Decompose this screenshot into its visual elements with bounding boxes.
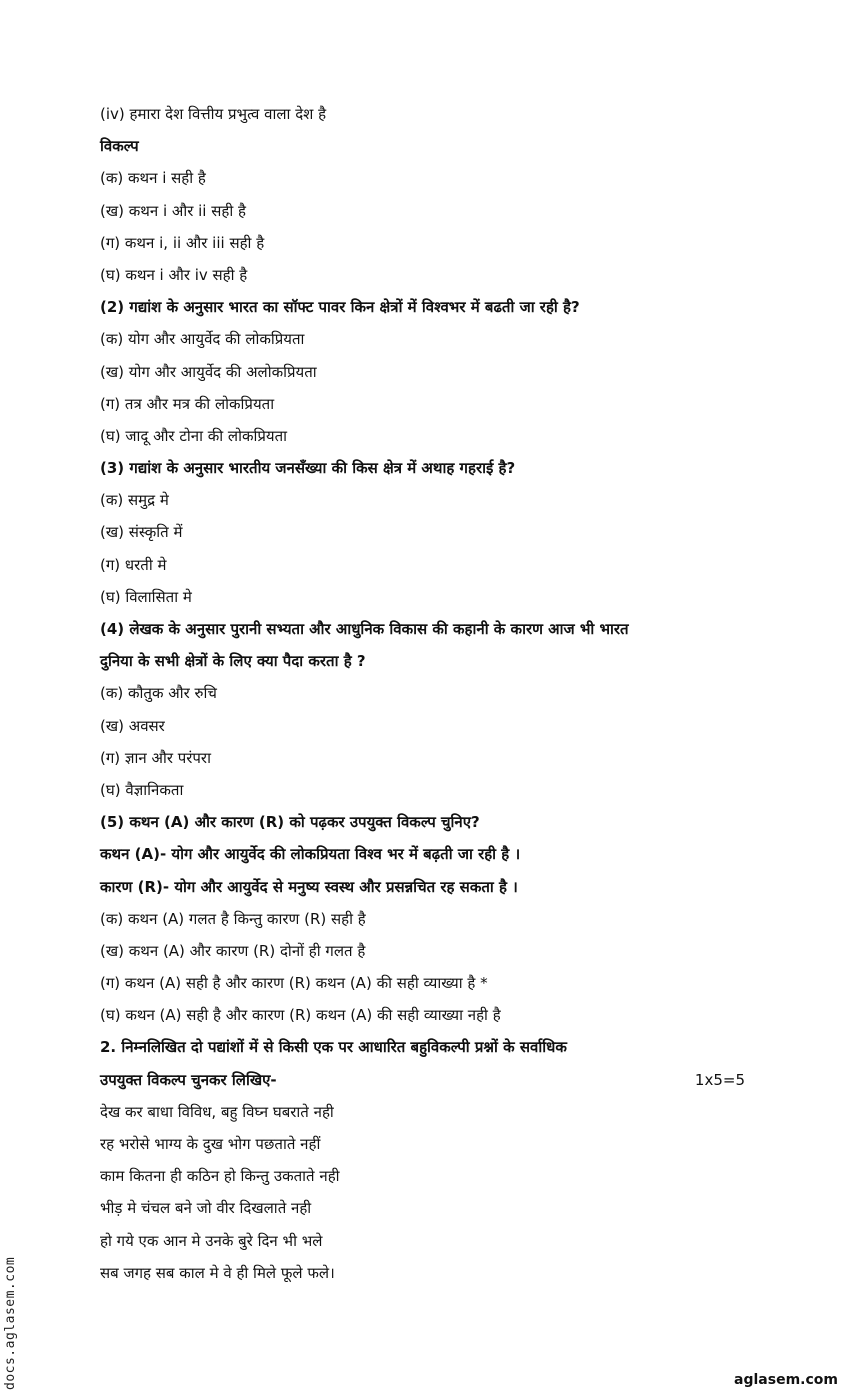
q5-option-gha: (घ) कथन (A) सही है और कारण (R) कथन (A) की सही व्याख्या नही है [100,1006,501,1025]
section-2-instruction: उपयुक्त विकल्प चुनकर लिखिए- [100,1070,277,1089]
q4-option-gha: (घ) वैज्ञानिकता [100,780,184,799]
question-4-line-1: (4) लेखक के अनुसार पुरानी सभ्यता और आधुनिक विकास की कहानी के कारण आज भी भारत [100,620,629,638]
q1-option-ga: (ग) कथन i, ii और iii सही है [100,233,265,252]
poem-line: काम कितना ही कठिन हो किन्तु उकताते नही [100,1167,340,1186]
q3-option-ka: (क) समुद्र मे [100,491,169,510]
q1-option-kha: (ख) कथन i और ii सही है [100,201,246,220]
q2-option-ga: (ग) तत्र और मत्र की लोकप्रियता [100,394,275,413]
q5-assertion: कथन (A)- योग और आयुर्वेद की लोकप्रियता विश्व भर में बढ़ती जा रही है । [100,845,521,864]
q3-option-ga: (ग) धरती मे [100,555,167,574]
poem-line: भीड़ मे चंचल बने जो वीर दिखलाते नही [100,1199,312,1218]
poem-line: देख कर बाधा विविध, बहु विघ्न घबराते नही [100,1102,334,1121]
statement-iv: (iv) हमारा देश वित्तीय प्रभुत्व वाला देश है [100,105,327,123]
question-5: (5) कथन (A) और कारण (R) को पढ़कर उपयुक्त विकल्प चुनिए? [100,813,480,832]
q4-option-ka: (क) कौतुक और रुचि [100,684,217,703]
q5-option-ga: (ग) कथन (A) सही है और कारण (R) कथन (A) की सही व्याख्या है * [100,974,488,993]
question-paper-content [100,98,760,1289]
q2-option-gha: (घ) जादू और टोना की लोकप्रियता [100,426,288,445]
poem-line: रह भरोसे भाग्य के दुख भोग पछताते नहीं [100,1135,321,1153]
q5-reason: कारण (R)- योग और आयुर्वेद से मनुष्य स्वस्थ और प्रसन्नचित रह सकता है । [100,877,518,896]
q3-option-gha: (घ) विलासिता मे [100,587,192,606]
q2-option-ka: (क) योग और आयुर्वेद की लोकप्रियता [100,330,305,349]
options-heading: विकल्प [100,137,139,156]
side-watermark: docs.aglasem.com [3,1256,18,1390]
q4-option-kha: (ख) अवसर [100,716,165,735]
q1-option-ka: (क) कथन i सही है [100,169,206,188]
q4-option-ga: (ग) ज्ञान और परंपरा [100,748,211,767]
section-2-marks: 1x5=5 [694,1070,745,1089]
poem-line: हो गये एक आन मे उनके बुरे दिन भी भले [100,1231,323,1250]
question-2: (2) गद्यांश के अनुसार भारत का सॉफ्ट पावर किन क्षेत्रों में विश्वभर में बढती जा रही है? [100,298,580,317]
question-4-line-2: दुनिया के सभी क्षेत्रों के लिए क्या पैदा करता है ? [100,652,366,671]
section-2-heading-line-1: 2. निम्नलिखित दो पद्यांशों में से किसी एक पर आधारित बहुविकल्पी प्रश्नों के सर्वाधिक [100,1038,567,1057]
question-3: (3) गद्यांश के अनुसार भारतीय जनसँख्या की किस क्षेत्र में अथाह गहराई है? [100,459,516,478]
q5-option-ka: (क) कथन (A) गलत है किन्तु कारण (R) सही है [100,909,366,928]
section-2-heading-line-2 [100,1064,745,1096]
footer-brand[interactable]: aglasem.com [734,1372,838,1388]
q2-option-kha: (ख) योग और आयुर्वेद की अलोकप्रियता [100,362,317,381]
q1-option-gha: (घ) कथन i और iv सही है [100,265,248,284]
q5-option-kha: (ख) कथन (A) और कारण (R) दोनों ही गलत है [100,941,366,960]
poem-line: सब जगह सब काल मे वे ही मिले फूले फले। [100,1263,335,1282]
q3-option-kha: (ख) संस्कृति में [100,523,183,542]
